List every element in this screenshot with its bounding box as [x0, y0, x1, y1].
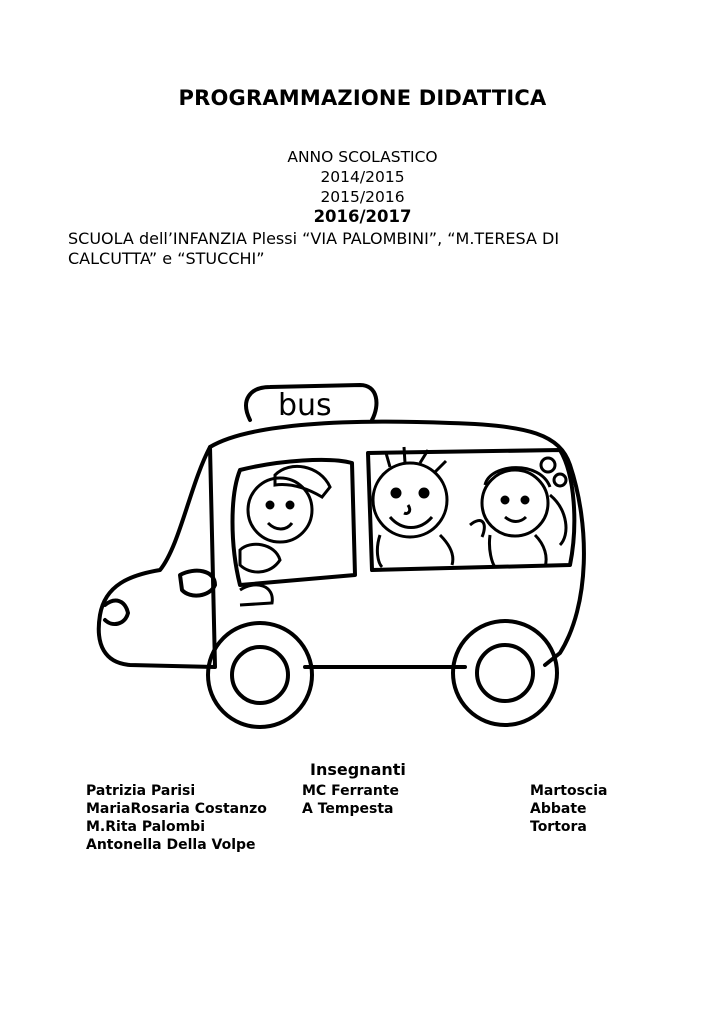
teachers-column-3 [530, 782, 607, 836]
year-item: 2015/2016 [320, 188, 405, 206]
teacher-name: Abbate [530, 801, 587, 817]
teachers-column-1 [86, 782, 267, 854]
teacher-name: MC Ferrante [302, 783, 399, 799]
current-year: 2016/2017 [313, 207, 412, 226]
teacher-name: Antonella Della Volpe [86, 837, 256, 853]
page-title: PROGRAMMAZIONE DIDATTICA [178, 86, 547, 110]
teacher-name: A Tempesta [302, 801, 394, 817]
school-years [0, 147, 725, 227]
year-item: 2014/2015 [320, 168, 405, 186]
school-line: CALCUTTA” e “STUCCHI” [68, 249, 265, 268]
school-year-label: ANNO SCOLASTICO [287, 148, 438, 166]
bus-sign-text: bus [278, 388, 332, 423]
school-line: SCUOLA dell’INFANZIA Plessi “VIA PALOMBINI”, “M.TERESA DI [68, 229, 560, 248]
teacher-name: Tortora [530, 819, 587, 835]
teacher-name: Martoscia [530, 783, 608, 799]
teachers-title: Insegnanti [310, 760, 406, 779]
school-info [68, 229, 668, 269]
teacher-name: MariaRosaria Costanzo [86, 801, 267, 817]
school-bus-drawing-icon [90, 375, 630, 745]
teacher-name: M.Rita Palombi [86, 819, 205, 835]
teacher-name: Patrizia Parisi [86, 783, 196, 799]
teachers-column-2 [302, 782, 399, 818]
